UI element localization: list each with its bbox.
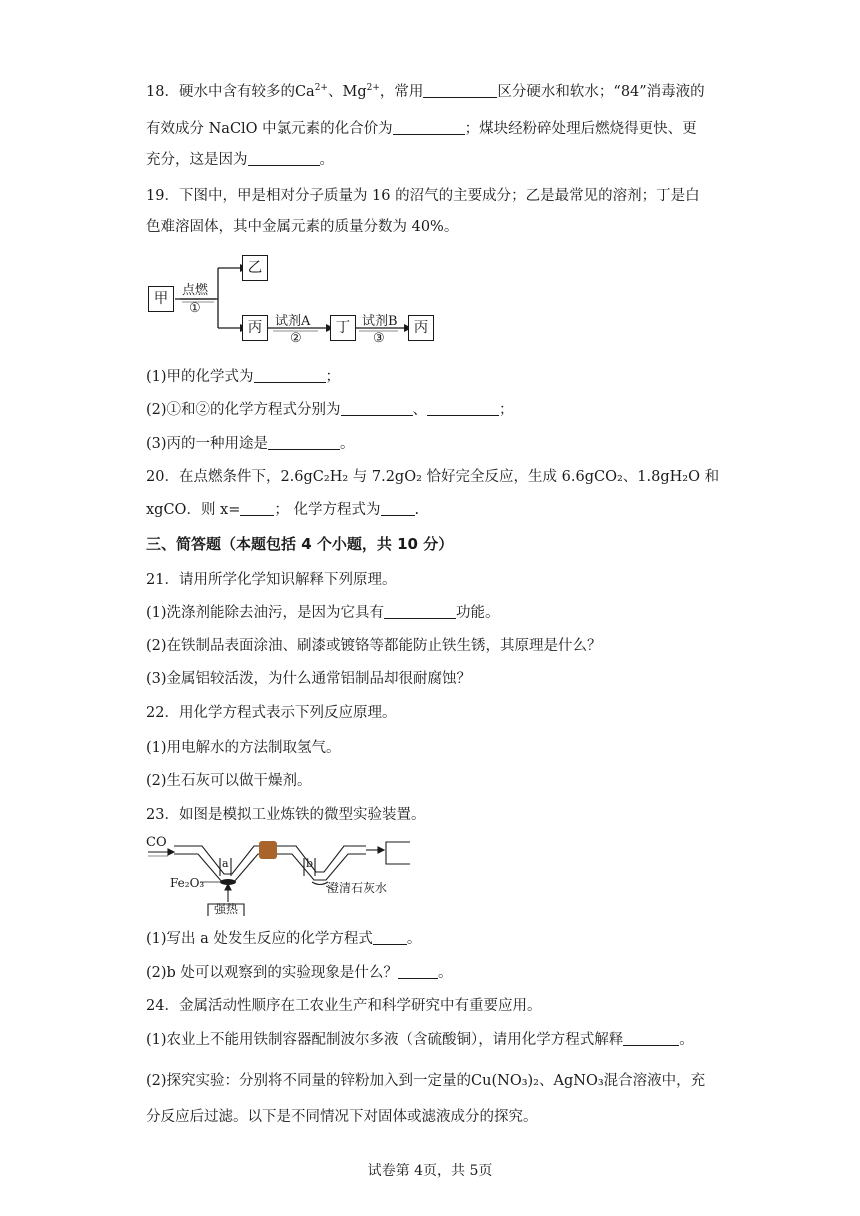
text: 、 — [327, 83, 343, 100]
text: xgCO．则 x= — [146, 502, 241, 518]
label-fe2o3: Fe₂O₃ — [170, 876, 205, 890]
answer-blank[interactable] — [373, 930, 407, 945]
answer-blank[interactable] — [341, 401, 413, 416]
text: (2)b 处可以观察到的实验现象是什么？ — [146, 965, 398, 981]
step-2-label: ② — [290, 331, 302, 346]
q20-line1: 20．在点燃条件下，2.6gC₂H₂ 与 7.2gO₂ 恰好完全反应，生成 6.6gCO₂、1.8gH₂O 和 — [146, 469, 720, 485]
text: 有效成分 NaClO 中氯元素的化合价为 — [146, 121, 393, 137]
text: ； — [499, 402, 514, 418]
formula-agno3: AgNO₃ — [553, 1073, 604, 1089]
answer-blank[interactable] — [268, 435, 340, 450]
fe2o3-sample — [220, 879, 236, 885]
text: (2)①和②的化学方程式分别为 — [146, 402, 341, 418]
node-yi: 乙 — [242, 255, 268, 281]
node-bing-product: 丙 — [408, 315, 434, 341]
section-heading: 三、简答题（本题包括 4 个小题，共 10 分） — [146, 535, 454, 553]
q23-sub1 — [146, 929, 421, 949]
condition-reagent-b: 试剂B — [362, 314, 398, 329]
q22-line1: 22．用化学方程式表示下列反应原理。 — [146, 705, 397, 721]
text: 。 — [340, 436, 355, 452]
q18-line3 — [146, 150, 334, 170]
answer-blank[interactable] — [248, 151, 320, 166]
q21-sub1 — [146, 603, 500, 623]
text: . — [414, 502, 420, 518]
formula-cuno3: Cu(NO₃)₂ — [471, 1073, 539, 1089]
condition-ignite: 点燃 — [182, 283, 209, 298]
q19-line1: 19．下图中，甲是相对分子质量为 16 的沼气的主要成分；乙是最常见的溶剂；丁是白 — [146, 188, 700, 204]
ion-mg: Mg — [342, 83, 367, 100]
text: ；煤块经粉碎处理后燃烧得更快、更 — [464, 121, 697, 137]
answer-blank[interactable] — [393, 120, 465, 135]
ion-ca: Ca — [294, 83, 315, 100]
text: (1)写出 a 处发生反应的化学方程式 — [146, 931, 373, 947]
q21-line1: 21．请用所学化学知识解释下列原理。 — [146, 572, 397, 588]
q21-sub2: (2)在铁制品表面涂油、刷漆或镀铬等都能防止铁生锈，其原理是什么？ — [146, 638, 602, 654]
text: (1)洗涤剂能除去油污，是因为它具有 — [146, 605, 385, 621]
condition-reagent-a: 试剂A — [275, 314, 311, 329]
label-limewater: 澄清石灰水 — [327, 881, 388, 895]
text: ，常用 — [379, 83, 424, 100]
q18-line2 — [146, 119, 697, 139]
label-strong-heat: 强热 — [214, 902, 239, 916]
text: 混合溶液中，充 — [603, 1073, 706, 1089]
q23-sub2 — [146, 963, 452, 983]
q18-line1 — [146, 78, 705, 102]
answer-blank[interactable] — [423, 83, 497, 98]
text: 功能。 — [456, 605, 500, 621]
q19-sub3 — [146, 434, 355, 454]
answer-blank[interactable] — [398, 964, 438, 979]
text: (1)农业上不能用铁制容器配制波尔多液（含硫酸铜），请用化学方程式解释 — [146, 1032, 624, 1048]
text: ； — [325, 369, 341, 385]
q24-sub2 — [146, 1071, 705, 1091]
ironmaking-apparatus-diagram — [140, 832, 420, 918]
node-bing: 丙 — [242, 315, 268, 341]
text: 。 — [406, 931, 422, 947]
q19-sub2 — [146, 400, 514, 420]
step-1-label: ① — [189, 301, 201, 316]
answer-blank[interactable] — [384, 604, 456, 619]
q22-sub1: (1)用电解水的方法制取氢气。 — [146, 740, 341, 756]
label-b: b — [306, 857, 314, 870]
answer-blank[interactable] — [381, 501, 415, 516]
text: (1)甲的化学式为 — [146, 369, 254, 385]
q24-line1: 24．金属活动性顺序在工农业生产和科学研究中有重要应用。 — [146, 998, 542, 1014]
q22-sub2: (2)生石灰可以做干燥剂。 — [146, 773, 312, 789]
text: 充分，这是因为 — [146, 152, 248, 168]
label-co: CO — [146, 835, 167, 850]
node-jia: 甲 — [148, 286, 174, 312]
text: (2)探究实验：分别将不同量的锌粉加入到一定量的 — [146, 1073, 472, 1089]
charge: 2+ — [366, 83, 380, 93]
q24-sub2-line2: 分反应后过滤。以下是不同情况下对固体或滤液成分的探究。 — [146, 1109, 538, 1125]
label-a: a — [222, 857, 229, 870]
answer-blank[interactable] — [240, 501, 274, 516]
page-footer: 试卷第 4页，共 5页 — [367, 1163, 493, 1179]
q24-sub1 — [146, 1030, 694, 1050]
text: 18．硬水中含有较多的 — [146, 83, 295, 100]
text: 。 — [319, 152, 334, 168]
answer-blank[interactable] — [427, 401, 499, 416]
text: ； 化学方程式为 — [274, 502, 381, 518]
charge: 2+ — [314, 83, 328, 93]
q21-sub3: (3)金属铝较活泼，为什么通常铝制品却很耐腐蚀？ — [146, 671, 472, 687]
step-3-label: ③ — [373, 331, 385, 346]
q19-sub1 — [146, 367, 340, 387]
answer-blank[interactable] — [254, 368, 326, 383]
text: 。 — [679, 1032, 694, 1048]
q20-line2 — [146, 500, 419, 520]
q19-line2: 色难溶固体，其中金属元素的质量分数为 40%。 — [146, 219, 459, 235]
text: 、 — [539, 1073, 554, 1089]
answer-blank[interactable] — [623, 1031, 679, 1046]
rubber-connector — [259, 841, 277, 859]
q23-line1: 23．如图是模拟工业炼铁的微型实验装置。 — [146, 807, 426, 823]
text: 区分硬水和软水；“84”消毒液的 — [497, 83, 705, 100]
text: (3)丙的一种用途是 — [146, 436, 269, 452]
text: 、 — [412, 402, 428, 418]
node-ding: 丁 — [330, 315, 356, 341]
text: 。 — [437, 965, 453, 981]
